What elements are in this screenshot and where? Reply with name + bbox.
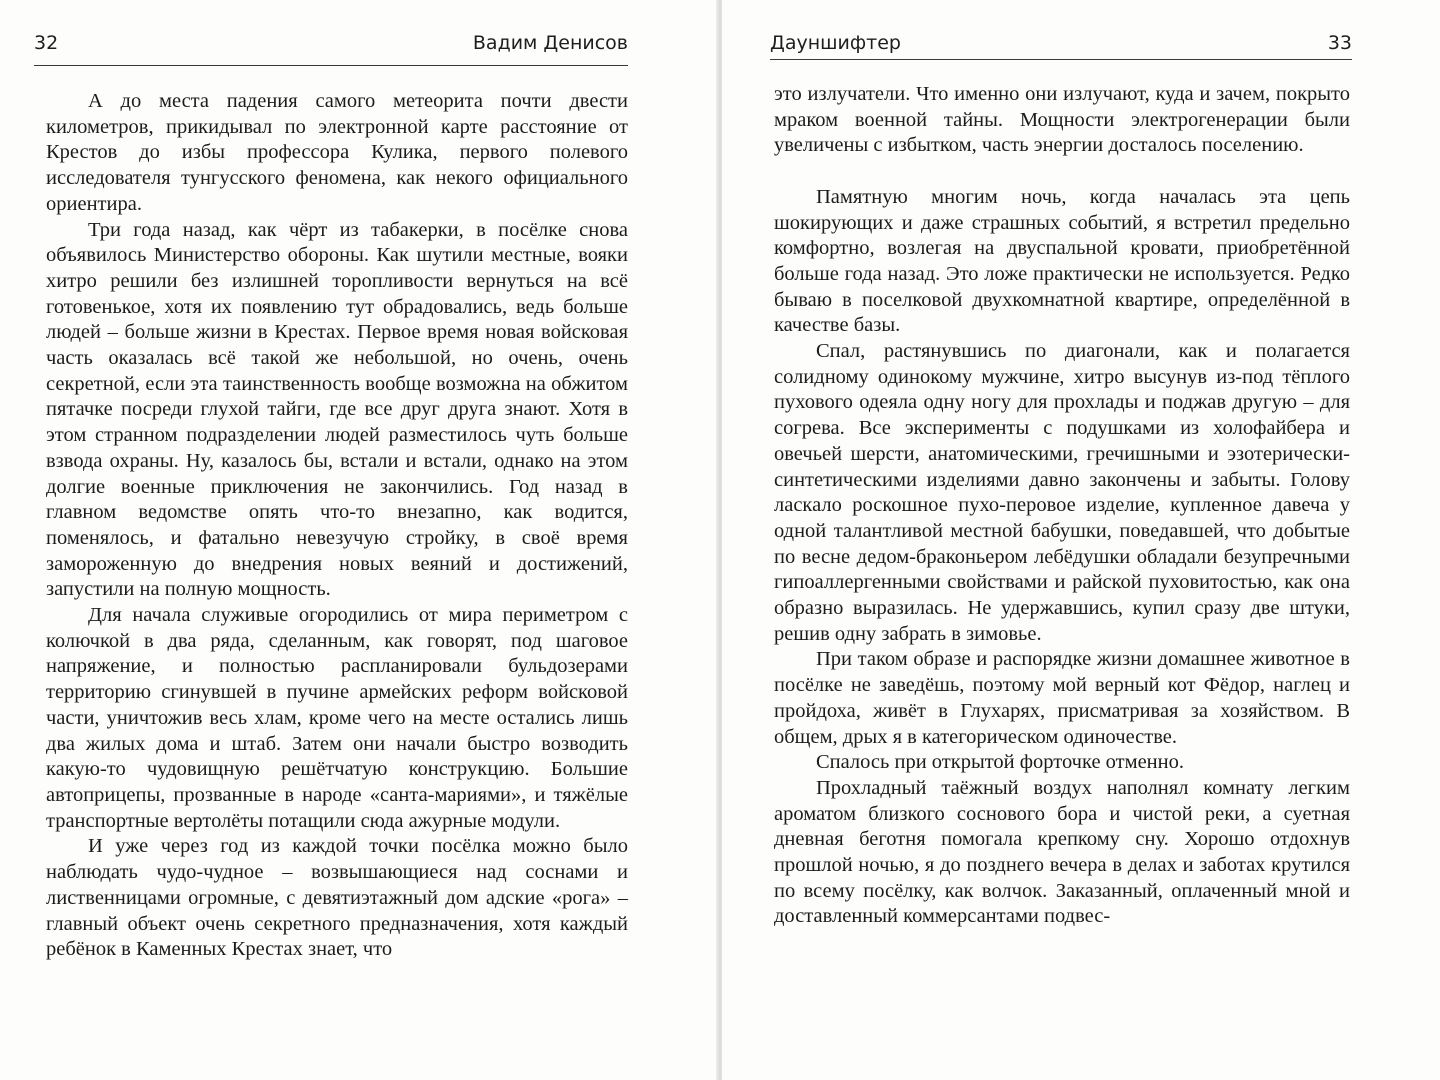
paragraph: Прохладный таёжный воздух наполнял комнату легким ароматом близкого соснового бора и чистой реки, а суетная дневная беготня помогала крепкому сну. Хорошо отдохнув прошлой ночью, я до позднего вечера в делах и заботах крутился по всему посёлку, как волчок. Заказанный, оплаченный мной и доставленный коммерсантами подвес-: [774, 776, 1350, 928]
right-header-rule: [770, 59, 1352, 60]
paragraph: Спалось при открытой форточке отменно.: [816, 751, 1184, 774]
right-running-head: [770, 32, 1352, 62]
paragraph: Три года назад, как чёрт из табакерки, в посёлке снова объявилось Министерство обороны. Как шутили местные, вояки хитро решили без излишней торопливости вернуться на всё готовенькое, хотя их появлению тут обрадовались, ведь больше людей – больше жизни в Крестах. Первое время новая войсковая часть оказалась всё такой же небольшой, но очень, очень секретной, если эта таинственность вообще возможна на обжитом пятачке посреди глухой тайги, где все друг друга знают. Хотя в этом странном подразделении людей разместилось чуть больше взвода охраны. Ну, казалось бы, встали и встали, однако на этом долгие военные приключения не закончились. Год назад в главном ведомстве опять что-то внезапно, как водится, поменялось, и фатально невезучую стройку, в своё время замороженную до внедрения новых веяний и достижений, запустили на полную мощность.: [46, 218, 628, 601]
paragraph: Памятную многим ночь, когда началась эта цепь шокирующих и даже страшных событий, я встретил предельно комфортно, возлегая на двуспальной кровати, приобретённой больше года назад. Это ложе практически не используется. Редко бываю в поселковой двухкомнатной квартире, определённой в качестве базы.: [774, 185, 1350, 337]
section-break: [774, 159, 1350, 185]
left-page: [0, 0, 718, 1080]
paragraph: Спал, растянувшись по диагонали, как и полагается солидному одинокому мужчине, хитро высунув из-под тёплого пухового одеяла одну ногу для прохлады и поджав другую – для согрева. Все эксперименты с подушками из холофайбера и овечьей шерсти, анатомическими, гречишными и эзотерически-синтетическими изделиями давно закончены и забыты. Голову ласкало роскошное пухо-перовое изделие, купленное давеча у одной талантливой местной бабушки, поведавшей, что добытые по весне дедом-браконьером лебёдушки обладали безупречными гипоаллергенными свойствами и райской пуховитостью, как она образно выразилась. Не удержавшись, купил сразу две штуки, решив одну забрать в зимовье.: [774, 340, 1350, 645]
paragraph: И уже через год из каждой точки посёлка можно было наблюдать чудо-чудное – возвышающиеся над соснами и лиственницами огромные, с девятиэтажный дом адские «рога» – главный объект очень секретного предназначения, хотя каждый ребёнок в Каменных Крестах знает, что: [46, 835, 628, 961]
left-header-rule: [34, 65, 628, 66]
right-running-head-title: Дауншифтер: [770, 32, 901, 54]
left-body-text: [46, 89, 628, 963]
left-running-head: [34, 32, 628, 62]
right-page-number: 33: [1327, 32, 1352, 54]
left-page-number: 32: [34, 32, 59, 54]
paragraph: А до места падения самого метеорита почти двести километров, прикидывал по электронной карте расстояние от Крестов до избы профессора Кулика, первого полевого исследователя тунгусского феномена, как некого официального ориентира.: [46, 90, 628, 215]
continuation-paragraph: это излучатели. Что именно они излучают, куда и зачем, покрыто мраком военной тайны. Мощности электрогенерации были увеличены с избытком, часть энергии досталось поселению.: [774, 83, 1350, 157]
paragraph: При таком образе и распорядке жизни домашнее животное в посёлке не заведёшь, поэтому мой верный кот Фёдор, наглец и пройдоха, живёт в Глухарях, присматривая за хозяйством. В общем, дрых я в категорическом одиночестве.: [774, 648, 1350, 748]
left-running-head-author: Вадим Денисов: [472, 32, 628, 54]
right-page: [722, 0, 1440, 1080]
paragraph: Для начала служивые огородились от мира периметром с колючкой в два ряда, сделанным, как говорят, под шаговое напряжение, и полностью распланировали бульдозерами территорию сгинувшей в пучине армейских реформ войсковой части, уничтожив весь хлам, кроме чего на месте остались лишь два жилых дома и штаб. Затем они начали быстро возводить какую-то чудовищную решётчатую конструкцию. Большие автоприцепы, прозванные в народе «санта-мариями», и тяжёлые транспортные вертолёты потащили сюда ажурные модули.: [46, 604, 628, 832]
right-body-text: [774, 82, 1350, 930]
